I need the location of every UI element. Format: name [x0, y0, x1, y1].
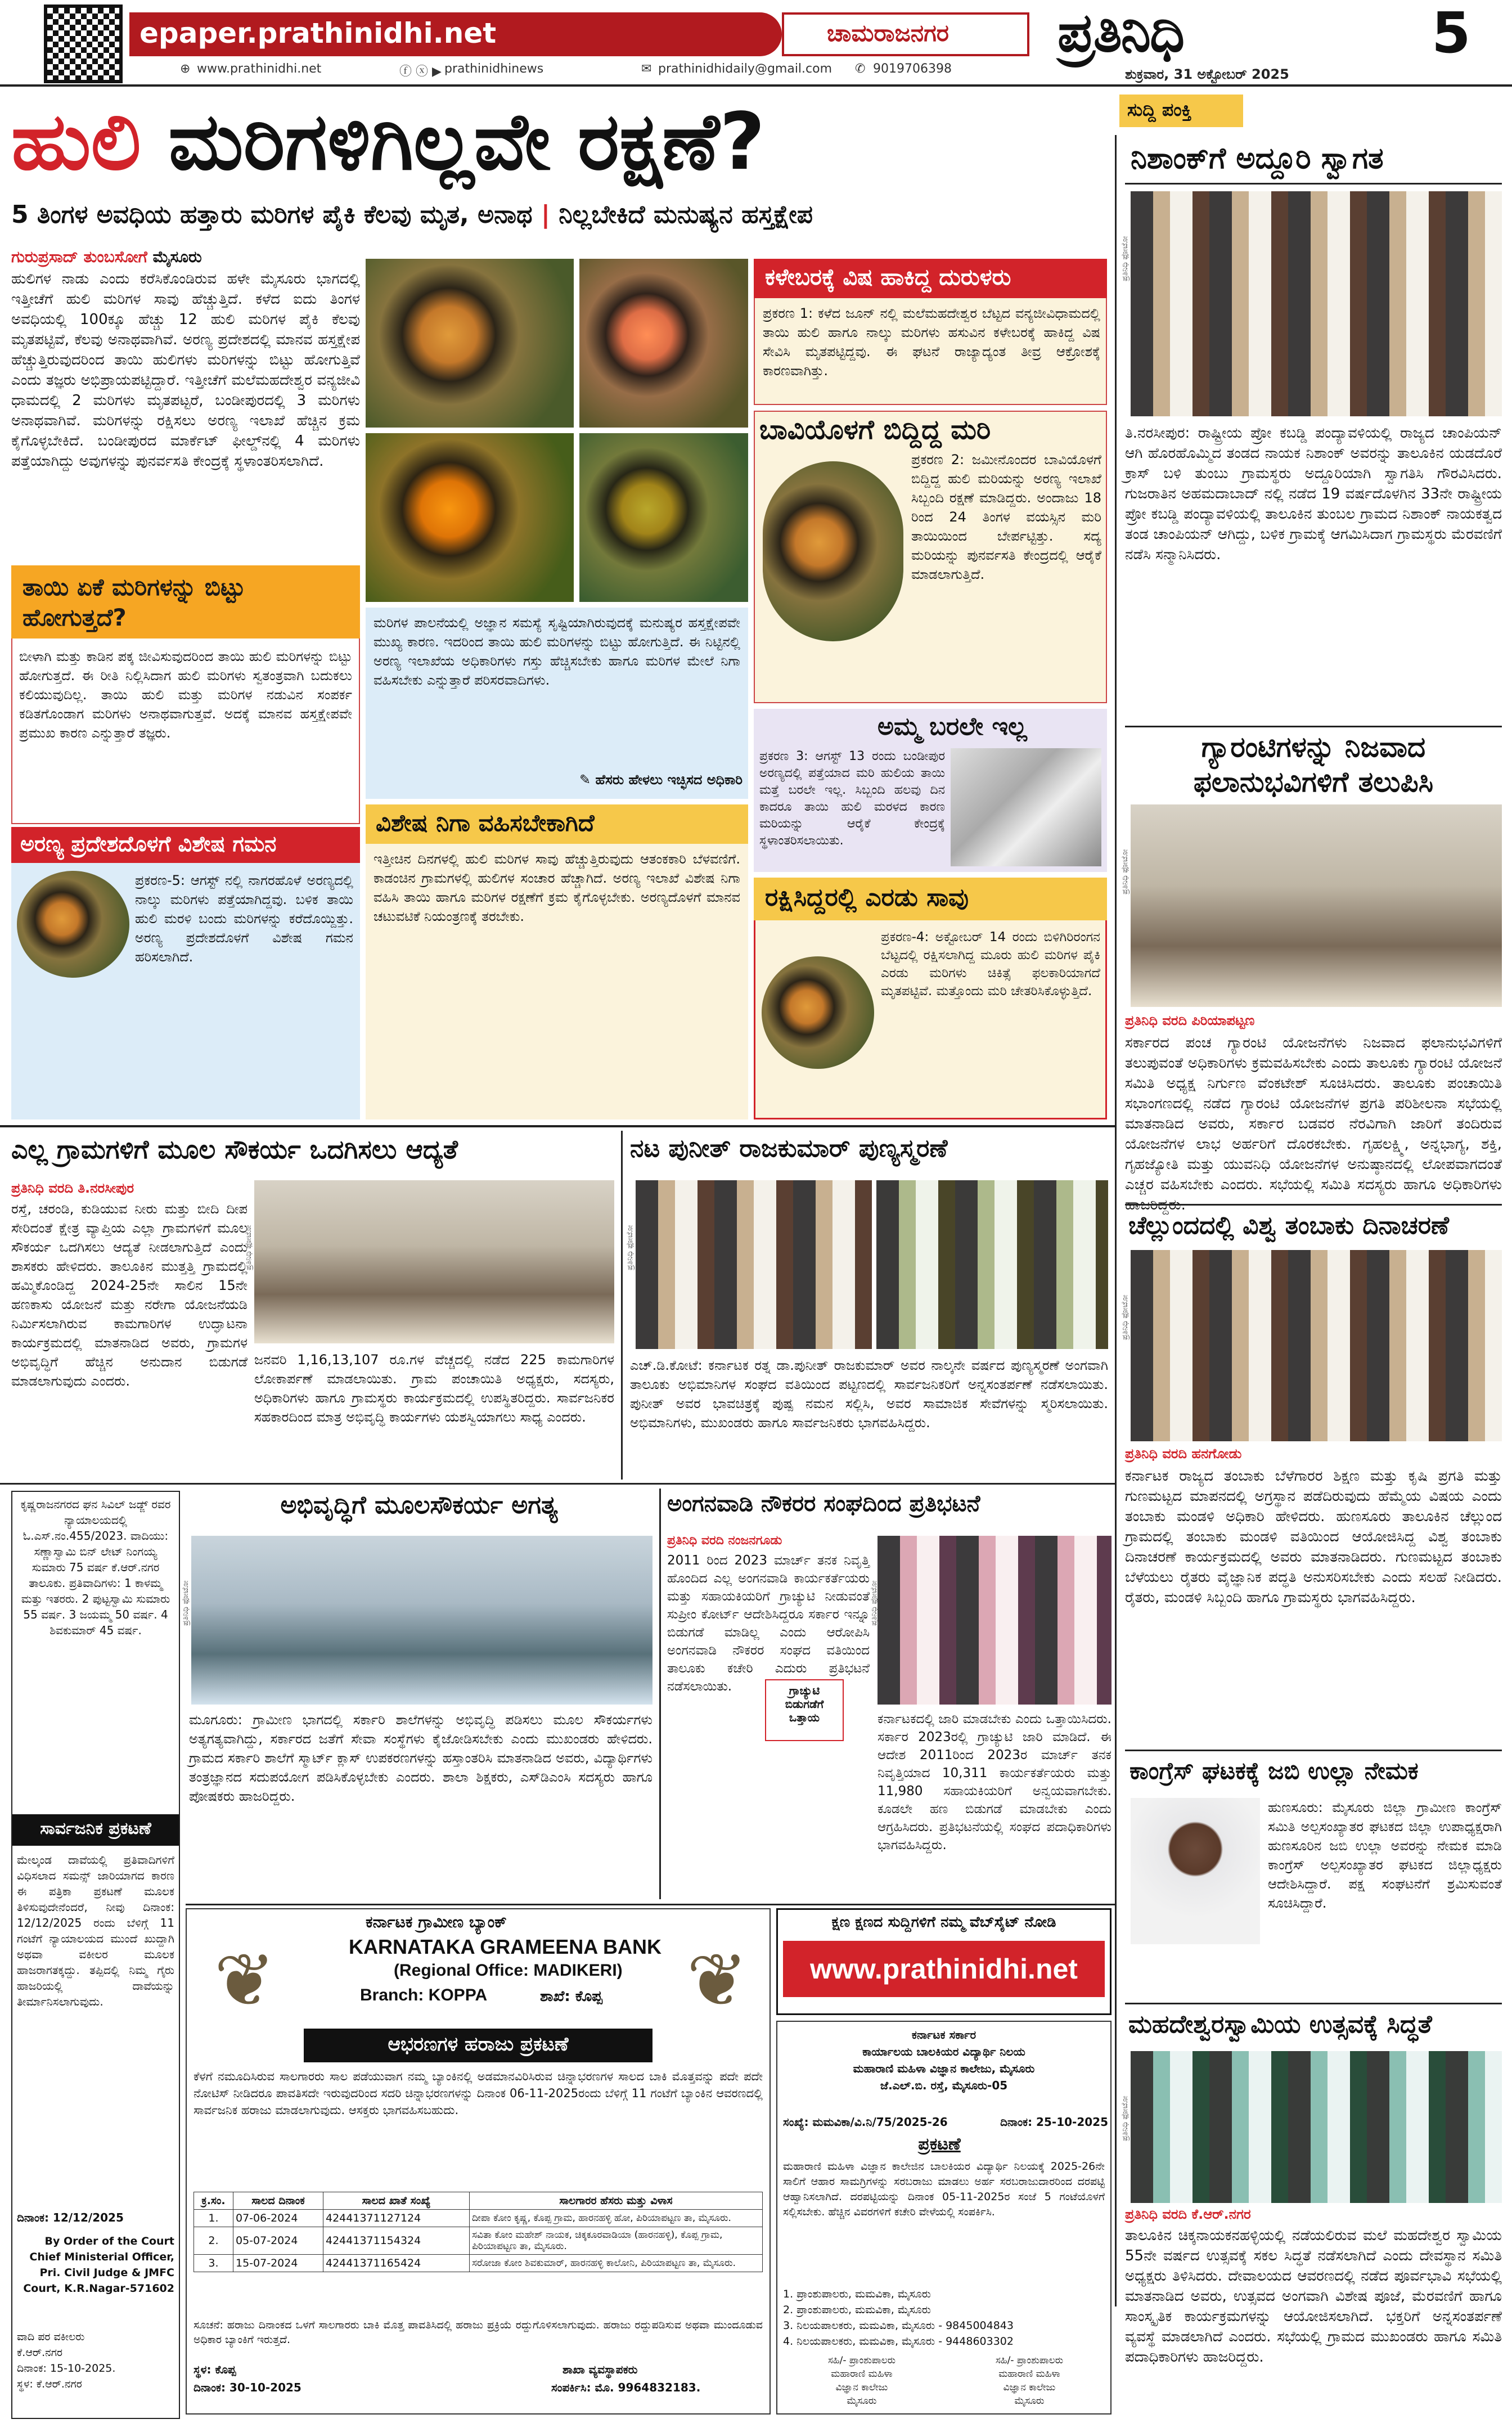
m2-title: ನಟ ಪುನೀತ್ ರಾಜಕುಮಾರ್ ಪುಣ್ಯಸ್ಮರಣೆ — [630, 1134, 948, 1163]
cell-no: 3. — [194, 2255, 233, 2272]
saved-tiger-photo — [762, 956, 874, 1069]
list-item: 1. ಪ್ರಾಂಶುಪಾಲರು, ಮಮವಿಕಾ, ಮೈಸೂರು — [783, 2288, 931, 2300]
th-no: ಕ್ರ.ಸಂ. — [194, 2192, 233, 2210]
right-s1-photo — [1131, 191, 1502, 416]
headline-black-words: ಮರಿಗಳಿಗಿಲ್ಲವೇ ರಕ್ಷಣೆ? — [168, 96, 766, 188]
bank-notice-body: ಕೆಳಗೆ ನಮೂದಿಸಿರುವ ಸಾಲಗಾರರು ಸಾಲ ಪಡೆಯುವಾಗ ನಮ್ಮ ಬ್ಯಾಂಕಿನಲ್ಲಿ ಅಡಮಾನವಿರಿಸಿರುವ ಚಿನ್ನಾಭರಣಗಳ ಸಾಲದ ಬಾಕಿ ಮೊತ್ತವನ್ನು ಪದೇ ಪದೇ ನೋಟಿಸ್ ನೀಡಿದರೂ ಪಾವತಿಸದೇ ಇರುವುದರಿಂದ ಸದರಿ ಚಿನ್ನಾಭರಣಗಳನ್ನು ದಿನಾಂಕ 06-11-2025ರಂದು ಬೆಳಿಗ್ಗೆ 11 ಗಂಟೆಗೆ ಬ್ಯಾಂಕಿನ ಆವರಣದಲ್ಲಿ ಸಾರ್ವಜನಿಕ ಹರಾಜು ಮಾಡಲಾಗುವುದು. ಆಸಕ್ತರು ಭಾಗವಹಿಸಬಹುದು. — [194, 2070, 763, 2117]
table-row — [194, 2255, 763, 2272]
bank-name-en: KARNATAKA GRAMEENA BANK — [349, 1935, 662, 1958]
m2-photo-1 — [636, 1180, 872, 1349]
m4-body: 2011 ರಿಂದ 2023 ಮಾರ್ಚ್ ತನಕ ನಿವೃತ್ತಿ ಹೊಂದಿದ ಎಲ್ಲ ಅಂಗನವಾಡಿ ಕಾರ್ಯಕರ್ತೆಯರು ಮತ್ತು ಸಹಾಯಕಿಯರಿಗೆ ಗ್ರಾಚ್ಯುಟಿ ನೀಡುವಂತೆ ಸುಪ್ರೀಂ ಕೋರ್ಟ್ ಆದೇಶಿಸಿದ್ದರೂ ಸರ್ಕಾರ ಇನ್ನೂ ಬಿಡುಗಡೆ ಮಾಡಿಲ್ಲ ಎಂದು ಆರೋಪಿಸಿ ಅಂಗನವಾಡಿ ನೌಕರರ ಸಂಘದ ವತಿಯಿಂದ ತಾಲೂಕು ಕಚೇರಿ ಎದುರು ಪ್ರತಿಭಟನೆ ನಡೆಸಲಾಯಿತು. — [667, 1553, 870, 1694]
cell-name: ಸವಿತಾ ಕೋಂ ಮಹೇಶ್ ನಾಯಕ, ಚಿಕ್ಕಕೂರವಾಡಿಯಾ (ಹಾರನಹಳ್ಳಿ), ಕೊಪ್ಪ ಗ್ರಾಮ, ಪಿರಿಯಾಪಟ್ಟಣ ತಾ, ಮೈಸೂರು. — [470, 2227, 763, 2255]
globe-icon: ⊕ — [180, 62, 191, 76]
middle-vdivider-2 — [659, 1489, 661, 1899]
court-signoff: By Order of the Court Chief Ministerial Officer, Pri. Civil Judge & JMFC Court, K.R.Nagar-571602 — [23, 2235, 174, 2295]
contact-row — [180, 61, 1029, 80]
box-mother-body: ಬೀಳಾಗಿ ಮತ್ತು ಕಾಡಿನ ಪಕ್ಕ ಜೀವಿಸುವುದರಿಂದ ತಾಯಿ ಹುಲಿ ಮರಿಗಳನ್ನು ಬಿಟ್ಟು ಹೋಗುತ್ತದೆ. ಈ ರೀತಿ ನಿಲ್ಲಿಸಿದಾಗ ಹುಲಿ ಮರಿಗಳು ಸ್ವತಂತ್ರವಾಗಿ ಬದುಕಲು ಕಲಿಯುವುದಿಲ್ಲ. ತಾಯಿ ಹುಲಿ ಮತ್ತು ಮರಿಗಳ ನಡುವಿನ ಸಂಪರ್ಕ ಕಡಿತಗೊಂಡಾಗ ಮರಿಗಳು ಅನಾಥವಾಗುತ್ತವೆ. ಅದಕ್ಕೆ ಮಾನವ ಹಸ್ತಕ್ಷೇಪವೇ ಪ್ರಮುಖ ಕಾರಣ ಎನ್ನುತ್ತಾರೆ ತಜ್ಞರು. — [19, 649, 352, 741]
masthead-bar — [0, 0, 1512, 84]
th-name: ಸಾಲಗಾರರ ಹೆಸರು ಮತ್ತು ವಿಳಾಸ — [470, 2192, 763, 2210]
table-header-row — [194, 2192, 763, 2210]
box-mother-title: ತಾಯಿ ಏಕೆ ಮರಿಗಳನ್ನು ಬಿಟ್ಟು ಹೋಗುತ್ತದೆ? — [11, 565, 360, 639]
right-s3-photo — [1131, 1250, 1502, 1441]
phone-icon: ✆ — [855, 62, 866, 76]
tiger-photo-4 — [579, 433, 748, 602]
right-s2-title: ಗ್ಯಾರಂಟಿಗಳನ್ನು ನಿಜವಾದ ಫಲಾನುಭವಿಗಳಿಗೆ ತಲುಪಿಸಿ — [1125, 726, 1502, 799]
tender-sign-left: ಸಹಿ/- ಪ್ರಾಂಶುಪಾಲರು ಮಹಾರಾಣಿ ಮಹಿಳಾ ವಿಜ್ಞಾನ ಕಾಲೇಜು ಮೈಸೂರು — [827, 2355, 896, 2407]
table-row — [194, 2227, 763, 2255]
m3-body: ಮೂಗೂರು: ಗ್ರಾಮೀಣ ಭಾಗದಲ್ಲಿ ಸರ್ಕಾರಿ ಶಾಲೆಗಳನ್ನು ಅಭಿವೃದ್ಧಿ ಪಡಿಸಲು ಮೂಲ ಸೌಕರ್ಯಗಳು ಅತ್ಯಗತ್ಯವಾಗಿದ್ದು, ಸರ್ಕಾರದ ಜತೆಗೆ ಸೇವಾ ಸಂಸ್ಥೆಗಳು ಕೈಜೋಡಿಸಬೇಕು ಎಂದು ಮುಖಂಡರು ಹೇಳಿದರು. ಗ್ರಾಮದ ಸರ್ಕಾರಿ ಶಾಲೆಗೆ ಸ್ಮಾರ್ಟ್ ಕ್ಲಾಸ್ ಉಪಕರಣಗಳನ್ನು ಹಸ್ತಾಂತರಿಸಿ ಮಾತನಾಡಿದ ಅವರು, ವಿದ್ಯಾರ್ಥಿಗಳು ತಂತ್ರಜ್ಞಾನದ ಸದುಪಯೋಗ ಪಡಿಸಿಕೊಳ್ಳಬೇಕು ಎಂದರು. ಶಾಲಾ ಶಿಕ್ಷಕರು, ಎಸ್‌ಡಿಎಂಸಿ ಸದಸ್ಯರು ಹಾಗೂ ಪೋಷಕರು ಹಾಜರಿದ್ದರು. — [189, 1712, 652, 1804]
right-s5-title: ಮಹದೇಶ್ವರಸ್ವಾಮಿಯ ಉತ್ಸವಕ್ಕೆ ಸಿದ್ಧತೆ — [1125, 2003, 1502, 2048]
middle-rule-2 — [0, 1483, 1115, 1485]
box-poison-body: ಪ್ರಕರಣ 1: ಕಳೆದ ಜೂನ್ ನಲ್ಲಿ ಮಲೆಮಹದೇಶ್ವರ ಬೆಟ್ಟದ ವನ್ಯಜೀವಿಧಾಮದಲ್ಲಿ ತಾಯಿ ಹುಲಿ ಹಾಗೂ ನಾಲ್ಕು ಮರಿಗಳು ಹಸುವಿನ ಕಳೇಬರಕ್ಕೆ ಹಾಕಿದ್ದ ವಿಷ ಸೇವಿಸಿ ಮೃತಪಟ್ಟಿದ್ದವು. ಈ ಘಟನೆ ರಾಜ್ಯಾದ್ಯಂತ ತೀವ್ರ ಆಕ್ರೋಶಕ್ಕೆ ಕಾರಣವಾಗಿತ್ತು. — [763, 305, 1100, 379]
lead-deck — [11, 200, 1125, 240]
cell-no: 2. — [194, 2227, 233, 2255]
box-two-saved-body: ಪ್ರಕರಣ-4: ಅಕ್ಟೋಬರ್ 14 ರಂದು ಬಿಳಿಗಿರಿರಂಗನ ಬೆಟ್ಟದಲ್ಲಿ ರಕ್ಷಿಸಲಾಗಿದ್ದ ಮೂರು ಹುಲಿ ಮರಿಗಳ ಪೈಕಿ ಎರಡು ಮರಿಗಳು ಚಿಕಿತ್ಸೆ ಫಲಕಾರಿಯಾಗದೆ ಮೃತಪಟ್ಟಿವೆ. ಮತ್ತೊಂದು ಮರಿ ಚೇತರಿಸಿಕೊಳ್ಳುತ್ತಿದೆ. — [881, 930, 1100, 999]
box-two-saved-title: ರಕ್ಷಿಸಿದ್ದರಲ್ಲಿ ಎರಡು ಸಾವು — [754, 878, 1107, 920]
pen-icon: ✎ — [579, 772, 591, 788]
web-ad-tagline: ಕ್ಷಣ ಕ್ಷಣದ ಸುದ್ದಿಗಳಿಗೆ ನಮ್ಮ ವೆಬ್‌ಸೈಟ್ ನೋಡಿ — [831, 1914, 1056, 1931]
m4-body2: ಕರ್ನಾಟಕದಲ್ಲಿ ಜಾರಿ ಮಾಡಬೇಕು ಎಂದು ಒತ್ತಾಯಿಸಿದರು. ಸರ್ಕಾರ 2023ರಲ್ಲಿ ಗ್ರಾಚ್ಯುಟಿ ಜಾರಿ ಮಾಡಿದೆ. ಈ ಆದೇಶ 2011ರಿಂದ 2023ರ ಮಾರ್ಚ್ ತನಕ ನಿವೃತ್ತಿಯಾದ 10,311 ಕಾರ್ಯಕರ್ತೆಯರು ಮತ್ತು 11,980 ಸಹಾಯಕಿಯರಿಗೆ ಅನ್ವಯವಾಗಬೇಕು. ಕೂಡಲೇ ಹಣ ಬಿಡುಗಡೆ ಮಾಡಬೇಕು ಎಂದು ಆಗ್ರಹಿಸಿದರು. ಪ್ರತಿಭಟನೆಯಲ್ಲಿ ಸಂಘದ ಪದಾಧಿಕಾರಿಗಳು ಭಾಗವಹಿಸಿದ್ದರು. — [878, 1712, 1112, 1853]
box-forest-body: ಪ್ರಕರಣ-5: ಆಗಸ್ಟ್ ನಲ್ಲಿ ನಾಗರಹೊಳೆ ಅರಣ್ಯದಲ್ಲಿ ನಾಲ್ಕು ಮರಿಗಳು ಪತ್ತೆಯಾಗಿದ್ದವು. ಬಳಿಕ ತಾಯಿ ಹುಲಿ ಮರಳಿ ಬಂದು ಮರಿಗಳನ್ನು ಕರೆದೊಯ್ದಿತ್ತು. ಅರಣ್ಯ ಪ್ರದೇಶದೊಳಗೆ ವಿಶೇಷ ಗಮನ ಹರಿಸಲಾಗಿದೆ. — [135, 873, 353, 965]
photo-credit-m4: ಪ್ರತಿನಿಧಿ ಫೋಟೋ — [870, 1580, 879, 1626]
lead-headline — [11, 95, 1114, 190]
m4-photo — [878, 1536, 1112, 1705]
qr-code — [44, 5, 123, 83]
right-s1-body: ತಿ.ನರಸೀಪುರ: ರಾಷ್ಟ್ರೀಯ ಪ್ರೋ ಕಬಡ್ಡಿ ಪಂದ್ಯಾವಳಿಯಲ್ಲಿ ರಾಜ್ಯದ ಚಾಂಪಿಯನ್ ಆಗಿ ಹೊರಹೊಮ್ಮಿದ ತಂಡದ ನಾಯಕ ನಿಶಾಂಕ್ ಅವರನ್ನು ತಾಲೂಕಿನ ಯಡದೊರೆ ಕ್ರಾಸ್ ಬಳಿ ತುಂಬು ಗ್ರಾಮಸ್ಥರು ಅದ್ದೂರಿಯಾಗಿ ಸ್ವಾಗತಿಸಿ ಗೌರವಿಸಿದರು. ಗುಜರಾತಿನ ಅಹಮದಾಬಾದ್ ನಲ್ಲಿ ನಡೆದ 19 ವರ್ಷದೊಳಗಿನ 33ನೇ ರಾಷ್ಟ್ರೀಯ ಪ್ರೋ ಕಬಡ್ಡಿ ಪಂದ್ಯಾವಳಿಯಲ್ಲಿ ತಾಲೂಕಿನ ತುಂಬಲ ಗ್ರಾಮದ ನಿಶಾಂಕ್ ನಾಯಕತ್ವದ ತಂಡ ಚಾಂಪಿಯನ್ ಆಗಿದ್ದು, ಬಳಿಕ ಗ್ರಾಮಕ್ಕೆ ಆಗಮಿಸಿದಾಗ ಗ್ರಾಮಸ್ಥರು ಮೆರವಣಿಗೆ ನಡೆಸಿ ಸನ್ಮಾನಿಸಿದರು. — [1125, 425, 1502, 563]
m1-title: ಎಲ್ಲ ಗ್ರಾಮಗಳಿಗೆ ಮೂಲ ಸೌಕರ್ಯ ಒದಗಿಸಲು ಆದ್ಯತೆ — [11, 1134, 458, 1164]
bank-notice-title: ಆಭರಣಗಳ ಹರಾಜು ಪ್ರಕಟಣೆ — [304, 2029, 652, 2062]
right-s4-body: ಹುಣಸೂರು: ಮೈಸೂರು ಜಿಲ್ಲಾ ಗ್ರಾಮೀಣ ಕಾಂಗ್ರೆಸ್ ಸಮಿತಿ ಅಲ್ಪಸಂಖ್ಯಾತರ ಘಟಕದ ಜಿಲ್ಲಾ ಉಪಾಧ್ಯಕ್ಷರಾಗಿ ಹುಣಸೂರಿನ ಜಬಿ ಉಲ್ಲಾ ಅವರನ್ನು ನೇಮಕ ಮಾಡಿ ಕಾಂಗ್ರೆಸ್ ಅಲ್ಪಸಂಖ್ಯಾತರ ಘಟಕದ ಜಿಲ್ಲಾಧ್ಯಕ್ಷರು ಆದೇಶಿಸಿದ್ದಾರೆ. ಪಕ್ಷ ಸಂಘಟನೆಗೆ ಶ್ರಮಿಸುವಂತೆ ಸೂಚಿಸಿದ್ದಾರೆ. — [1268, 1800, 1502, 1911]
deck-right: ನಿಲ್ಲಬೇಕಿದೆ ಮನುಷ್ಯನ ಹಸ್ತಕ್ಷೇಪ — [559, 200, 813, 229]
tender-date: ದಿನಾಂಕ: 25-10-2025 — [1000, 2115, 1108, 2129]
lead-byline — [11, 248, 360, 267]
epaper-url[interactable]: epaper.prathinidhi.net — [140, 17, 497, 50]
bank-contact: ಸಂಪರ್ಕಿಸಿ: ಮೊ. 9964832183. — [551, 2381, 701, 2394]
m4-byline: ಪ್ರತಿನಿಧಿ ವರದಿ ನಂಜನಗೂಡು — [667, 1534, 782, 1548]
box-center-signoff — [506, 772, 742, 788]
bank-place: ಸ್ಥಳ: ಕೊಪ್ಪ — [194, 2363, 236, 2376]
box-center-body: ಮರಿಗಳ ಪಾಲನೆಯಲ್ಲಿ ಅಜ್ಞಾನ ಸಮಸ್ಯೆ ಸೃಷ್ಟಿಯಾಗಿರುವುದಕ್ಕೆ ಮನುಷ್ಯರ ಹಸ್ತಕ್ಷೇಪವೇ ಮುಖ್ಯ ಕಾರಣ. ಇದರಿಂದ ತಾಯಿ ಹುಲಿ ಮರಿಗಳನ್ನು ಬಿಟ್ಟು ಹೋಗುತ್ತಿದೆ. ಈ ನಿಟ್ಟಿನಲ್ಲಿ ಅರಣ್ಯ ಇಲಾಖೆಯ ಅಧಿಕಾರಿಗಳು ಗಸ್ತು ಹೆಚ್ಚಿಸಬೇಕು ಹಾಗೂ ಮರಿಗಳ ಮೇಲೆ ನಿಗಾ ವಹಿಸಬೇಕು ಎನ್ನುತ್ತಾರೆ ಪರಿಸರವಾದಿಗಳು. — [374, 615, 740, 688]
photo-credit-1: ಪ್ರತಿನಿಧಿ ಫೋಟೋ — [1120, 236, 1130, 281]
middle-rule — [0, 1125, 1115, 1127]
bank-logo-icon: ❦ — [214, 1937, 276, 2023]
well-tiger-photo — [763, 461, 903, 641]
right-s5-body: ತಾಲೂಕಿನ ಚಿಕ್ಕನಾಯಕನಹಳ್ಳಿಯಲ್ಲಿ ನಡೆಯಲಿರುವ ಮಲೆ ಮಹದೇಶ್ವರ ಸ್ವಾಮಿಯ 55ನೇ ವರ್ಷದ ಉತ್ಸವಕ್ಕೆ ಸಕಲ ಸಿದ್ಧತೆ ನಡೆಸಲಾಗಿದೆ ಎಂದು ದೇವಸ್ಥಾನ ಸಮಿತಿ ಅಧ್ಯಕ್ಷರು ತಿಳಿಸಿದರು. ದೇವಾಲಯದ ಆವರಣದಲ್ಲಿ ನಡೆದ ಪೂರ್ವಭಾವಿ ಸಭೆಯಲ್ಲಿ ಮಾತನಾಡಿದ ಅವರು, ಉತ್ಸವದ ಅಂಗವಾಗಿ ವಿಶೇಷ ಪೂಜೆ, ಮೆರವಣಿಗೆ ಹಾಗೂ ಸಾಂಸ್ಕೃತಿಕ ಕಾರ್ಯಕ್ರಮಗಳನ್ನು ಆಯೋಜಿಸಲಾಗಿದೆ. ಭಕ್ತರಿಗೆ ಅನ್ನಸಂತರ್ಪಣೆ ವ್ಯವಸ್ಥೆ ಮಾಡಲಾಗಿದೆ ಎಂದರು. ಸಭೆಯಲ್ಲಿ ಗ್ರಾಮದ ಮುಖಂಡರು ಹಾಗೂ ಸಮಿತಿ ಪದಾಧಿಕಾರಿಗಳು ಹಾಜರಿದ್ದರು. — [1125, 2227, 1502, 2366]
list-item: 2. ಪ್ರಾಂಶುಪಾಲರು, ಮಮವಿಕಾ, ಮೈಸೂರು — [783, 2304, 931, 2316]
th-date: ಸಾಲದ ದಿನಾಂಕ — [233, 2192, 323, 2210]
ads-rule — [186, 1904, 1115, 1905]
m4-tag: ಗ್ರಾಚ್ಯುಟಿ ಬಿಡುಗಡೆಗೆ ಒತ್ತಾಯ — [765, 1679, 844, 1741]
bank-footnote: ಸೂಚನೆ: ಹರಾಜು ದಿನಾಂಕದ ಒಳಗೆ ಸಾಲಗಾರರು ಬಾಕಿ ಮೊತ್ತ ಪಾವತಿಸಿದಲ್ಲಿ ಹರಾಜು ಪ್ರಕ್ರಿಯೆ ರದ್ದುಗೊಳಿಸಲಾಗುವುದು. ಹರಾಜು ರದ್ದುಪಡಿಸುವ ಅಥವಾ ಮುಂದೂಡುವ ಅಧಿಕಾರ ಬ್ಯಾಂಕಿಗೆ ಇರುತ್ತದೆ. — [194, 2319, 763, 2346]
right-s3-byline: ಪ್ರತಿನಿಧಿ ವರದಿ ಹನಗೋಡು — [1125, 1446, 1242, 1462]
cell-acct: 42441371127124 — [323, 2210, 470, 2227]
m3-photo — [191, 1536, 652, 1705]
m2-body: ಎಚ್.ಡಿ.ಕೋಟೆ: ಕರ್ನಾಟಕ ರತ್ನ ಡಾ.ಪುನೀತ್ ರಾಜಕುಮಾರ್ ಅವರ ನಾಲ್ಕನೇ ವರ್ಷದ ಪುಣ್ಯಸ್ಮರಣೆ ಅಂಗವಾಗಿ ತಾಲೂಕು ಅಭಿಮಾನಿಗಳ ಸಂಘದ ವತಿಯಿಂದ ಪಟ್ಟಣದಲ್ಲಿ ಸಾರ್ವಜನಿಕರಿಗೆ ಅನ್ನಸಂತರ್ಪಣೆ ನಡೆಸಲಾಯಿತು. ಪುನೀತ್ ಅವರ ಭಾವಚಿತ್ರಕ್ಕೆ ಪುಷ್ಪ ನಮನ ಸಲ್ಲಿಸಿ, ಅವರ ಸಾಮಾಜಿಕ ಸೇವೆಗಳನ್ನು ಸ್ಮರಿಸಲಾಯಿತು. ಅಭಿಮಾನಿಗಳು, ಮುಖಂಡರು ಹಾಗೂ ಸಾರ್ವಜನಿಕರು ಭಾಗವಹಿಸಿದ್ದರು. — [630, 1357, 1108, 1431]
signoff-text: ಹೆಸರು ಹೇಳಲು ಇಚ್ಛಿಸದ ಅಧಿಕಾರಿ — [595, 772, 742, 788]
bank-name-kn: ಕರ್ನಾಟಕ ಗ್ರಾಮೀಣ ಬ್ಯಾಂಕ್ — [366, 1913, 507, 1931]
cell-date: 05-07-2024 — [233, 2227, 323, 2255]
cell-date: 07-06-2024 — [233, 2210, 323, 2227]
table-row — [194, 2210, 763, 2227]
box-poison-title: ಕಳೇಬರಕ್ಕೆ ವಿಷ ಹಾಕಿದ್ದ ದುರುಳರು — [754, 259, 1107, 298]
right-s2-byline: ಪ್ರತಿನಿಧಿ ವರದಿ ಪಿರಿಯಾಪಟ್ಟಣ — [1125, 1013, 1255, 1028]
column-divider — [1115, 135, 1117, 2306]
cell-name: ಸರೋಜಾ ಕೋಂ ಶಿವಕುಮಾರ್, ಹಾರನಹಳ್ಳಿ ಕಾಲೋನಿ, ಪಿರಿಯಾಪಟ್ಟಣ ತಾ, ಮೈಸೂರು. — [470, 2255, 763, 2272]
social-icons[interactable]: ⓕ ⓧ ▶ — [399, 65, 442, 79]
public-notice-body: ಮೇಲ್ಕಂಡ ದಾವೆಯಲ್ಲಿ ಪ್ರತಿವಾದಿಗಳಿಗೆ ವಿಧಿಸಲಾದ ಸಮನ್ಸ್ ಜಾರಿಯಾಗದ ಕಾರಣ ಈ ಪತ್ರಿಕಾ ಪ್ರಕಟಣೆ ಮೂಲಕ ತಿಳಿಸುವುದೇನೆಂದರೆ, ನೀವು ದಿನಾಂಕ: 12/12/2025 ರಂದು ಬೆಳಿಗ್ಗೆ 11 ಗಂಟೆಗೆ ನ್ಯಾಯಾಲಯದ ಮುಂದೆ ಖುದ್ದಾಗಿ ಅಥವಾ ವಕೀಲರ ಮೂಲಕ ಹಾಜರಾಗತಕ್ಕದ್ದು. ತಪ್ಪಿದಲ್ಲಿ ನಿಮ್ಮ ಗೈರು ಹಾಜರಿಯಲ್ಲಿ ದಾವೆಯನ್ನು ತೀರ್ಮಾನಿಸಲಾಗುವುದು. — [17, 1853, 174, 2008]
byline-name: ಗುರುಪ್ರಸಾದ್ ತುಂಬಸೋಗೆ — [11, 248, 147, 266]
tender-sign-right: ಸಹಿ/- ಪ್ರಾಂಶುಪಾಲರು ಮಹಾರಾಣಿ ಮಹಿಳಾ ವಿಜ್ಞಾನ ಕಾಲೇಜು ಮೈಸೂರು — [995, 2355, 1064, 2407]
th-acct: ಸಾಲದ ಖಾತೆ ಸಂಖ್ಯೆ — [323, 2192, 470, 2210]
right-s5-photo — [1131, 2051, 1502, 2203]
right-s4-title: ಕಾಂಗ್ರೆಸ್ ಘಟಕಕ್ಕೆ ಜಬಿ ಉಲ್ಲಾ ನೇಮಕ — [1125, 1750, 1502, 1792]
lead-body: ಹುಲಿಗಳ ನಾಡು ಎಂದು ಕರೆಸಿಕೊಂಡಿರುವ ಹಳೇ ಮೈಸೂರು ಭಾಗದಲ್ಲಿ ಇತ್ತೀಚೆಗೆ ಹುಲಿ ಮರಿಗಳ ಸಾವು ಹೆಚ್ಚುತ್ತಿದೆ. ಕಳೆದ ಐದು ತಿಂಗಳ ಅವಧಿಯಲ್ಲಿ 100ಕ್ಕೂ ಹೆಚ್ಚು 12 ಹುಲಿ ಮರಿಗಳ ಪೈಕಿ ಕೆಲವು ಮೃತಪಟ್ಟಿವೆ, ಕೆಲವು ಅನಾಥವಾಗಿವೆ. ಅರಣ್ಯ ಪ್ರದೇಶದಲ್ಲಿ ಮಾನವ ಹಸ್ತಕ್ಷೇಪ ಹೆಚ್ಚುತ್ತಿರುವುದರಿಂದ ತಾಯಿ ಹುಲಿಗಳು ಮರಿಗಳನ್ನು ಬಿಟ್ಟು ಹೋಗುತ್ತಿವೆ ಎಂದು ತಜ್ಞರು ಅಭಿಪ್ರಾಯಪಟ್ಟಿದ್ದಾರೆ. ಇತ್ತೀಚೆಗೆ ಮಲೆಮಹದೇಶ್ವರ ವನ್ಯಜೀವಿ ಧಾಮದಲ್ಲಿ 2 ಮರಿಗಳು ಮೃತಪಟ್ಟರೆ, ಬಂಡೀಪುರದಲ್ಲಿ 3 ಮರಿಗಳು ಅನಾಥವಾಗಿವೆ. ಮರಿಗಳನ್ನು ರಕ್ಷಿಸಲು ಅರಣ್ಯ ಇಲಾಖೆ ಹೆಚ್ಚಿನ ಕ್ರಮ ಕೈಗೊಳ್ಳಬೇಕಿದೆ. ಬಂಡೀಪುರದ ಮಾರ್ಕೆಟ್ ಫೀಲ್ಡ್‌ನಲ್ಲಿ 4 ಮರಿಗಳು ಪತ್ತೆಯಾಗಿದ್ದು ಅವುಗಳನ್ನು ಪುನರ್ವಸತಿ ಕೇಂದ್ರಕ್ಕೆ ಸ್ಥಳಾಂತರಿಸಲಾಗಿದೆ. — [11, 271, 360, 470]
tender-body: ಮಹಾರಾಣಿ ಮಹಿಳಾ ವಿಜ್ಞಾನ ಕಾಲೇಜಿನ ಬಾಲಕಿಯರ ವಿದ್ಯಾರ್ಥಿ ನಿಲಯಕ್ಕೆ 2025-26ನೇ ಸಾಲಿಗೆ ಆಹಾರ ಸಾಮಗ್ರಿಗಳನ್ನು ಸರಬರಾಜು ಮಾಡಲು ಅರ್ಹ ಸರಬರಾಜುದಾರರಿಂದ ದರಪಟ್ಟಿ ಆಹ್ವಾನಿಸಲಾಗಿದೆ. ದರಪಟ್ಟಿಯನ್ನು ದಿನಾಂಕ 05-11-2025ರ ಸಂಜೆ 5 ಗಂಟೆಯೊಳಗೆ ಸಲ್ಲಿಸಬೇಕು. ಹೆಚ್ಚಿನ ವಿವರಗಳಿಗೆ ಕಚೇರಿ ವೇಳೆಯಲ್ಲಿ ಸಂಪರ್ಕಿಸಿ. — [783, 2160, 1105, 2218]
m4-title: ಅಂಗನವಾಡಿ ನೌಕರರ ಸಂಘದಿಂದ ಪ್ರತಿಭಟನೆ — [667, 1491, 980, 1517]
tiger-photo-2 — [579, 259, 748, 428]
page-number: 5 — [1432, 0, 1471, 66]
right-s3-body: ಕರ್ನಾಟಕ ರಾಜ್ಯದ ತಂಬಾಕು ಬೆಳೆಗಾರರ ಶಿಕ್ಷಣ ಮತ್ತು ಕೃಷಿ ಪ್ರಗತಿ ಮತ್ತು ಗುಣಮಟ್ಟದ ಮಾಪನದಲ್ಲಿ ಅಗ್ರಸ್ಥಾನ ಪಡೆದಿರುವುದು ಹೆಮ್ಮೆಯ ವಿಷಯ ಎಂದು ತಂಬಾಕು ಮಂಡಳಿ ಅಧಿಕಾರಿ ಹೇಳಿದರು. ಹುಣಸೂರು ತಾಲೂಕಿನ ಚೆಲ್ಲುಂದ ಗ್ರಾಮದಲ್ಲಿ ತಂಬಾಕು ಮಂಡಳಿ ವತಿಯಿಂದ ಆಯೋಜಿಸಿದ್ದ ವಿಶ್ವ ತಂಬಾಕು ದಿನಾಚರಣೆ ಕಾರ್ಯಕ್ರಮದಲ್ಲಿ ಅವರು ಮಾತನಾಡಿದರು. ಗುಣಮಟ್ಟದ ತಂಬಾಕು ಬೆಳೆಯಲು ರೈತರು ವೈಜ್ಞಾನಿಕ ಪದ್ಧತಿ ಅನುಸರಿಸಬೇಕು ಎಂದು ಸಲಹೆ ನೀಡಿದರು. ರೈತರು, ಮಂಡಳಿ ಸಿಬ್ಬಂದಿ ಹಾಗೂ ಗ್ರಾಮಸ್ಥರು ಭಾಗವಹಿಸಿದ್ದರು. — [1125, 1468, 1502, 1606]
box-forest-title: ಅರಣ್ಯ ಪ್ರದೇಶದೊಳಗೆ ವಿಶೇಷ ಗಮನ — [11, 827, 360, 863]
phone-text[interactable]: 9019706398 — [873, 62, 952, 76]
m1-byline: ಪ್ರತಿನಿಧಿ ವರದಿ ತಿ.ನರಸೀಪುರ — [11, 1180, 134, 1196]
bank-office: (Regional Office: MADIKERI) — [394, 1961, 623, 1980]
box-well-title: ಬಾವಿಯೊಳಗೆ ಬಿದ್ದಿದ್ದ ಮರಿ — [759, 414, 991, 446]
social-handle[interactable]: prathinidhinews — [444, 62, 544, 76]
bank-table — [194, 2192, 763, 2272]
brand-logo: ಪ್ರತಿನಿಧಿ — [1058, 1, 1184, 64]
tender-label: ಪ್ರಕಟಣೆ — [918, 2134, 961, 2154]
photo-credit-m3: ಪ್ರತಿನಿಧಿ ಫೋಟೋ — [181, 1580, 190, 1626]
deck-left: 5 ತಿಂಗಳ ಅವಧಿಯ ಹತ್ತಾರು ಮರಿಗಳ ಪೈಕಿ ಕೆಲವು ಮೃತ, ಅನಾಥ — [11, 200, 533, 229]
mail-icon: ✉ — [641, 62, 652, 76]
cell-acct: 42441371154324 — [323, 2227, 470, 2255]
cell-date: 15-07-2024 — [233, 2255, 323, 2272]
bank-date: ದಿನಾಂಕ: 30-10-2025 — [194, 2381, 302, 2394]
photo-credit-2: ಪ್ರತಿನಿಧಿ ಫೋಟೋ — [1120, 849, 1130, 894]
m1-body: ರಸ್ತೆ, ಚರಂಡಿ, ಕುಡಿಯುವ ನೀರು ಮತ್ತು ಬೀದಿ ದೀಪ ಸೇರಿದಂತೆ ಕ್ಷೇತ್ರ ವ್ಯಾಪ್ತಿಯ ಎಲ್ಲಾ ಗ್ರಾಮಗಳಿಗೆ ಮೂಲ ಸೌಕರ್ಯ ಒದಗಿಸಲು ಆದ್ಯತೆ ನೀಡಲಾಗುತ್ತಿದೆ ಎಂದು ಶಾಸಕರು ಹೇಳಿದರು. ತಾಲೂಕಿನ ಮುತ್ತತ್ತಿ ಗ್ರಾಮದಲ್ಲಿ ಹಮ್ಮಿಕೊಂಡಿದ್ದ 2024-25ನೇ ಸಾಲಿನ 15ನೇ ಹಣಕಾಸು ಯೋಜನೆ ಮತ್ತು ನರೇಗಾ ಯೋಜನೆಯಡಿ ನಿರ್ಮಿಸಲಾಗಿರುವ ಕಾಮಗಾರಿಗಳ ಉದ್ಘಾಟನಾ ಕಾರ್ಯಕ್ರಮದಲ್ಲಿ ಮಾತನಾಡಿದ ಅವರು, ಗ್ರಾಮಗಳ ಅಭಿವೃದ್ಧಿಗೆ ಹೆಚ್ಚಿನ ಅನುದಾನ ಬಿಡುಗಡೆ ಮಾಡಲಾಗುವುದು ಎಂದರು. — [11, 1201, 248, 1389]
cell-name: ದೀಪಾ ಕೋಂ ಕೃಷ್ಣ, ಕೊಪ್ಪ ಗ್ರಾಮ, ಹಾರನಹಳ್ಳಿ ಹೋ, ಪಿರಿಯಾಪಟ್ಟಣ ತಾ, ಮೈಸೂರು. — [470, 2210, 763, 2227]
box-mother-not-come-title: ಅಮ್ಮ ಬರಲೇ ಇಲ್ಲ — [878, 712, 1027, 741]
box-special-body: ಇತ್ತೀಚಿನ ದಿನಗಳಲ್ಲಿ ಹುಲಿ ಮರಿಗಳ ಸಾವು ಹೆಚ್ಚುತ್ತಿರುವುದು ಆತಂಕಕಾರಿ ಬೆಳವಣಿಗೆ. ಕಾಡಂಚಿನ ಗ್ರಾಮಗಳಲ್ಲಿ ಹುಲಿಗಳ ಸಂಚಾರ ಹೆಚ್ಚಾಗಿದೆ. ಅರಣ್ಯ ಇಲಾಖೆ ವಿಶೇಷ ನಿಗಾ ವಹಿಸಿ ತಾಯಿ ಹಾಗೂ ಮರಿಗಳ ರಕ್ಷಣೆಗೆ ಕ್ರಮ ಕೈಗೊಳ್ಳಬೇಕು. ಅರಣ್ಯದೊಳಗೆ ಮಾನವ ಚಟುವಟಿಕೆ ನಿಯಂತ್ರಣಕ್ಕೆ ತರಬೇಕು. — [374, 851, 740, 924]
m2-photo-2 — [876, 1180, 1108, 1349]
middle-vdivider-1 — [621, 1131, 623, 1480]
box-mother-not-come-body: ಪ್ರಕರಣ 3: ಆಗಸ್ಟ್ 13 ರಂದು ಬಂಡೀಪುರ ಅರಣ್ಯದಲ್ಲಿ ಪತ್ತೆಯಾದ ಮರಿ ಹುಲಿಯ ತಾಯಿ ಮತ್ತೆ ಬರಲೇ ಇಲ್ಲ. ಸಿಬ್ಬಂದಿ ಹಲವು ದಿನ ಕಾದರೂ ತಾಯಿ ಹುಲಿ ಮರಳದ ಕಾರಣ ಮರಿಯನ್ನು ಆರೈಕೆ ಕೇಂದ್ರಕ್ಕೆ ಸ್ಥಳಾಂತರಿಸಲಾಯಿತು. — [759, 749, 945, 848]
tiger-photo-1 — [366, 259, 574, 428]
list-item: 3. ನಿಲಯಪಾಲಕರು, ಮಮವಿಕಾ, ಮೈಸೂರು - 9845004843 — [783, 2319, 1014, 2332]
tender-header: ಕರ್ನಾಟಕ ಸರ್ಕಾರ ಕಾರ್ಯಾಲಯ ಬಾಲಕಿಯರ ವಿದ್ಯಾರ್ಥಿ ನಿಲಯ ಮಹಾರಾಣಿ ಮಹಿಳಾ ವಿಜ್ಞಾನ ಕಾಲೇಜು, ಮೈಸೂರು ಜೆ.ಎಲ್.ಬಿ. ರಸ್ತೆ, ಮೈಸೂರು-05 — [853, 2028, 1035, 2092]
deck-divider: | — [541, 200, 559, 229]
right-s4-portrait — [1131, 1798, 1260, 1944]
masthead-rule — [0, 84, 1512, 87]
right-s1-title: ನಿಶಾಂಕ್‌ಗೆ ಅದ್ದೂರಿ ಸ್ವಾಗತ — [1125, 134, 1502, 185]
box-special-title: ವಿಶೇಷ ನಿಗಾ ವಹಿಸಬೇಕಾಗಿದೆ — [366, 804, 748, 844]
tender-list — [783, 2286, 1105, 2349]
photo-credit-m1: ಪ್ರತಿನಿಧಿ ಫೋಟೋ — [244, 1225, 253, 1270]
m1-body2: ಜನವರಿ 1,16,13,107 ರೂ.ಗಳ ವೆಚ್ಚದಲ್ಲಿ ನಡೆದ 225 ಕಾಮಗಾರಿಗಳ ಲೋಕಾರ್ಪಣೆ ಮಾಡಲಾಯಿತು. ಗ್ರಾಮ ಪಂಚಾಯಿತಿ ಅಧ್ಯಕ್ಷರು, ಸದಸ್ಯರು, ಅಧಿಕಾರಿಗಳು ಹಾಗೂ ಗ್ರಾಮಸ್ಥರು ಕಾರ್ಯಕ್ರಮದಲ್ಲಿ ಉಪಸ್ಥಿತರಿದ್ದರು. ಸಾರ್ವಜನಿಕರ ಸಹಕಾರದಿಂದ ಮಾತ್ರ ಅಭಿವೃದ್ಧಿ ಕಾರ್ಯಗಳು ಯಶಸ್ವಿಯಾಗಲು ಸಾಧ್ಯ ಎಂದರು. — [254, 1352, 614, 1425]
edition-name: ಚಾಮರಾಜನಗರ — [827, 19, 950, 47]
white-tiger-photo — [951, 748, 1101, 866]
bank-logo-icon-right: ❦ — [686, 1937, 748, 2023]
section-tag: ಸುದ್ದಿ ಪಂಕ್ತಿ — [1119, 95, 1243, 127]
local-signoff: ವಾದಿ ಪರ ವಕೀಲರು ಕೆ.ಆರ್.ನಗರ ದಿನಾಂಕ: 15-10-2025. ಸ್ಥಳ: ಕೆ.ಆರ್.ನಗರ — [17, 2331, 116, 2390]
bank-branch: Branch: KOPPA — [360, 1986, 488, 2004]
photo-credit-m2: ಪ್ರತಿನಿಧಿ ಫೋಟೋ — [626, 1225, 634, 1270]
right-s2-body: ಸರ್ಕಾರದ ಪಂಚ ಗ್ಯಾರಂಟಿ ಯೋಜನೆಗಳು ನಿಜವಾದ ಫಲಾನುಭವಿಗಳಿಗೆ ತಲುಪುವಂತೆ ಅಧಿಕಾರಿಗಳು ಕ್ರಮವಹಿಸಬೇಕು ಎಂದು ತಾಲೂಕು ಗ್ಯಾರಂಟಿ ಯೋಜನೆ ಸಮಿತಿ ಅಧ್ಯಕ್ಷ ನಿರ್ಗುಣ ವೆಂಕಟೇಶ್ ಸೂಚಿಸಿದರು. ತಾಲೂಕು ಪಂಚಾಯಿತಿ ಸಭಾಂಗಣದಲ್ಲಿ ನಡೆದ ಗ್ಯಾರಂಟಿ ಯೋಜನೆಗಳ ಪ್ರಗತಿ ಪರಿಶೀಲನಾ ಸಭೆಯಲ್ಲಿ ಮಾತನಾಡಿದ ಅವರು, ಸರ್ಕಾರ ಬಡವರ ನೆರವಿಗಾಗಿ ಜಾರಿಗೆ ತಂದಿರುವ ಯೋಜನೆಗಳ ಲಾಭ ಅರ್ಹರಿಗೆ ದೊರಕಬೇಕು. ಗೃಹಲಕ್ಷ್ಮಿ, ಅನ್ನಭಾಗ್ಯ, ಶಕ್ತಿ, ಗೃಹಜ್ಯೋತಿ ಮತ್ತು ಯುವನಿಧಿ ಯೋಜನೆಗಳ ಅನುಷ್ಠಾನದಲ್ಲಿ ಲೋಪವಾಗದಂತೆ ಎಚ್ಚರ ವಹಿಸಬೇಕು ಎಂದರು. ಸಭೆಯಲ್ಲಿ ಸಮಿತಿ ಸದಸ್ಯರು ಹಾಗೂ ಅಧಿಕಾರಿಗಳು ಹಾಜರಿದ್ದರು. — [1125, 1035, 1502, 1213]
cell-acct: 42441371165424 — [323, 2255, 470, 2272]
list-item: 4. ನಿಲಯಪಾಲಕರು, ಮಮವಿಕಾ, ಮೈಸೂರು - 9448603302 — [783, 2335, 1014, 2348]
m1-photo — [254, 1180, 614, 1343]
notice-date: ದಿನಾಂಕ: 12/12/2025 — [17, 2211, 124, 2224]
photo-credit-3: ಪ್ರತಿನಿಧಿ ಫೋಟೋ — [1120, 1294, 1130, 1340]
date-line: ಶುಕ್ರವಾರ, 31 ಅಕ್ಟೋಬರ್ 2025 — [1125, 66, 1289, 82]
right-s3-title: ಚೆಲ್ಲುಂದದಲ್ಲಿ ವಿಶ್ವ ತಂಬಾಕು ದಿನಾಚರಣೆ — [1125, 1204, 1502, 1247]
photo-credit-5: ಪ್ರತಿನಿಧಿ ಫೋಟೋ — [1120, 2096, 1130, 2141]
legal-notice-body: ಕೃಷ್ಣರಾಜನಗರದ ಘನ ಸಿವಿಲ್ ಜಡ್ಜ್ ರವರ ನ್ಯಾಯಾಲಯದಲ್ಲಿ ಓ.ಎಸ್.ನಂ.455/2023. ವಾದಿಯು: ಸಣ್ಣಾಸ್ವಾಮಿ ಬಿನ್ ಲೇಟ್ ನಿಂಗಯ್ಯ ಸುಮಾರು 75 ವರ್ಷ ಕೆ.ಆರ್.ನಗರ ತಾಲೂಕು. ಪ್ರತಿವಾದಿಗಳು: 1 ಕಾಳಮ್ಮ ಮತ್ತು ಇತರರು. 2 ಪುಟ್ಟಸ್ವಾಮಿ ಸುಮಾರು 55 ವರ್ಷ. 3 ಜಯಮ್ಮ 50 ವರ್ಷ. 4 ಶಿವಕುಮಾರ್ 45 ವರ್ಷ. — [20, 1498, 171, 1637]
m3-title: ಅಭಿವೃದ್ಧಿಗೆ ಮೂಲಸೌಕರ್ಯ ಅಗತ್ಯ — [280, 1491, 558, 1519]
right-s2-photo — [1131, 804, 1502, 1007]
headline-red-word: ಹುಲಿ — [11, 96, 141, 188]
bank-manager: ಶಾಖಾ ವ್ಯವಸ್ಥಾಪಕರು — [562, 2363, 638, 2376]
tender-ref: ಸಂಖ್ಯೆ: ಮಮವಿಕಾ/ವಿ.ನಿ/75/2025-26 — [783, 2115, 948, 2129]
public-notice-title: ಸಾರ್ವಜನಿಕ ಪ್ರಕಟಣೆ — [12, 1814, 179, 1846]
tiger-photo-3 — [366, 433, 574, 602]
website-text[interactable]: www.prathinidhi.net — [197, 62, 322, 76]
bank-branch-kn: ಶಾಖೆ: ಕೊಪ್ಪ — [540, 1988, 602, 2005]
cell-no: 1. — [194, 2210, 233, 2227]
forest-tiger-photo — [17, 871, 129, 978]
box-well-body: ಪ್ರಕರಣ 2: ಜಮೀನೊಂದರ ಬಾವಿಯೊಳಗೆ ಬಿದ್ದಿದ್ದ ಹುಲಿ ಮರಿಯನ್ನು ಅರಣ್ಯ ಇಲಾಖೆ ಸಿಬ್ಬಂದಿ ರಕ್ಷಣೆ ಮಾಡಿದ್ದರು. ಅಂದಾಜು 18 ರಿಂದ 24 ತಿಂಗಳ ವಯಸ್ಸಿನ ಮರಿ ತಾಯಿಯಿಂದ ಬೇರ್ಪಟ್ಟಿತ್ತು. ಸದ್ಯ ಮರಿಯನ್ನು ಪುನರ್ವಸತಿ ಕೇಂದ್ರದಲ್ಲಿ ಆರೈಕೆ ಮಾಡಲಾಗುತ್ತಿದೆ. — [911, 452, 1101, 582]
email-text[interactable]: prathinidhidaily@gmail.com — [658, 62, 832, 76]
byline-place: ಮೈಸೂರು — [152, 248, 202, 266]
right-s5-byline: ಪ್ರತಿನಿಧಿ ವರದಿ ಕೆ.ಆರ್.ನಗರ — [1125, 2206, 1251, 2222]
web-ad-url[interactable]: www.prathinidhi.net — [783, 1941, 1105, 1997]
